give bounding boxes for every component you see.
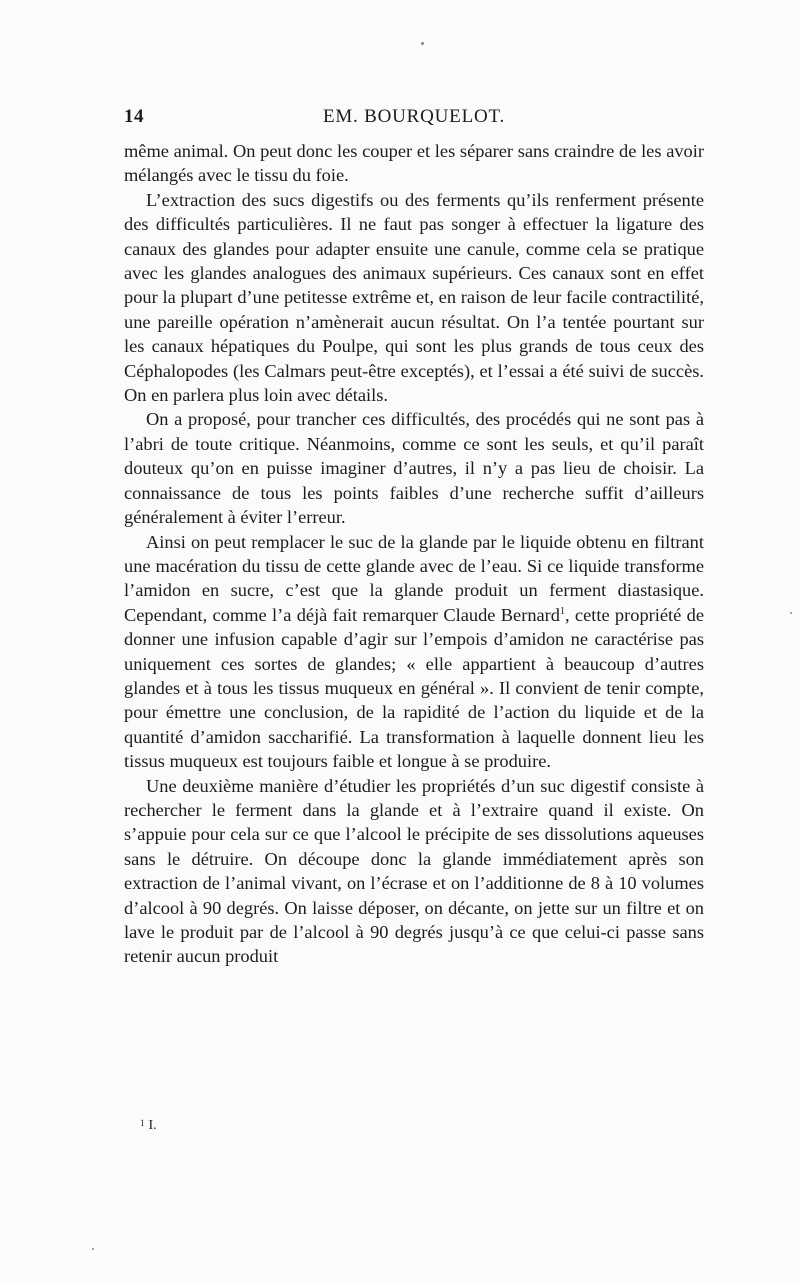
running-title: EM. BOURQUELOT. [322,106,506,127]
paper-speck [92,1248,94,1250]
page-header [124,106,704,134]
footnote-text: I. [148,1118,157,1133]
page-number: 14 [124,106,144,127]
paper-speck [421,42,424,45]
body-text [124,139,704,969]
paragraph-1: même animal. On peut donc les couper et les séparer sans craindre de les avoir mélangés avec le tissu du foie. [124,141,704,186]
footnote [140,1118,700,1134]
paragraph-4 [124,530,704,774]
paragraph-4-text-a: Ainsi on peut remplacer le suc de la glande par le liquide obtenu en filtrant une macération du tissu de cette glande avec de l’eau. Si ce liquide transforme l’amidon en sucre, c’est que la glande produit un ferment diastasique. Cependant, comme l’a déjà fait remarquer Claude Bernard [124,531,704,625]
paragraph-5: Une deuxième manière d’étudier les propriétés d’un suc digestif consiste à rechercher le ferment dans la glande et à l’extraire quand il existe. On s’appuie pour cela sur ce que l’alcool le précipite de ses dissolutions aqueuses sans le détruire. On découpe donc la glande immédiatement après son extraction de l’animal vivant, on l’écrase et on l’additionne de 8 à 10 volumes d’alcool à 90 degrés. On laisse déposer, on décante, on jette sur un filtre et on lave le produit par de l’alcool à 90 degrés jusqu’à ce que celui-ci passe sans retenir aucun produit [124,775,704,967]
paper-speck [790,612,792,614]
paragraph-3: On a proposé, pour trancher ces difficultés, des procédés qui ne sont pas à l’abri de toute critique. Néanmoins, comme ce sont les seuls, et qu’il paraît douteux qu’on en puisse imaginer d’autres, il n’y a pas lieu de choisir. La connaissance de tous les points faibles d’une recherche suffit d’ailleurs généralement à éviter l’erreur. [124,409,704,528]
footnote-mark: 1 [140,1118,145,1128]
paragraph-2: L’extraction des sucs digestifs ou des ferments qu’ils renferment présente des difficultés particulières. Il ne faut pas songer à effectuer la ligature des canaux des glandes pour adapter ensuite une canule, comme cela se pratique avec les glandes analogues des animaux supérieurs. Ces canaux sont en effet pour la plupart d’une petitesse extrême et, en raison de leur facile contractilité, une pareille opération n’amènerait aucun résultat. On l’a tentée pourtant sur les canaux hépatiques du Poulpe, qui sont les plus grands de tous ceux des Céphalopodes (les Calmars peut-être exceptés), et l’essai a été suivi de succès. On en parlera plus loin avec détails. [124,189,704,406]
paragraph-4-text-b: , cette propriété de donner une infusion capable d’agir sur l’empois d’amidon ne caractérise pas uniquement ces sortes de glandes; « elle appartient à beaucoup d’autres glandes et à tous les tissus muqueux en général ». Il convient de tenir compte, pour émettre une conclusion, de la rapidité de l’action du liquide et de la quantité d’amidon saccharifié. La transformation à laquelle donnent lieu les tissus muqueux est toujours faible et longue à se produire. [124,604,704,772]
footnote-reference[interactable]: 1 [560,605,565,617]
